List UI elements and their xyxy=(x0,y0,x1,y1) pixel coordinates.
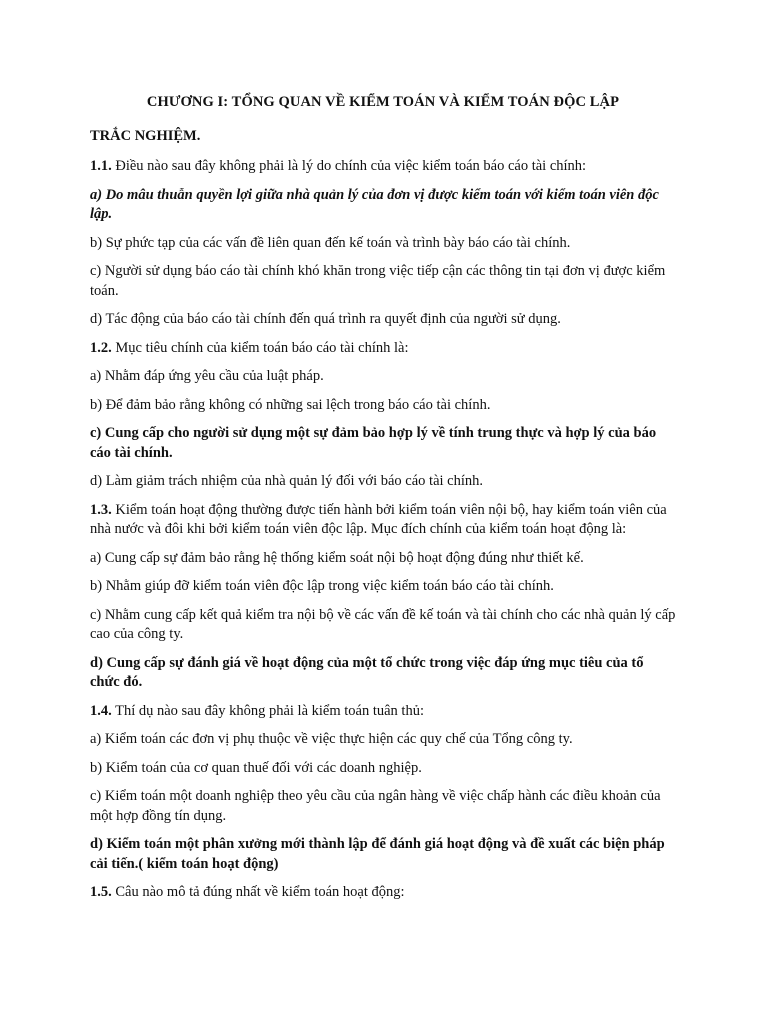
question-number: 1.5. xyxy=(90,884,112,900)
q1-answer-a: a) Do mâu thuẫn quyền lợi giữa nhà quản lý của đơn vị được kiểm toán với kiểm toán viên độc lập. xyxy=(90,186,659,222)
q4-answer-c: c) Kiểm toán một doanh nghiệp theo yêu cầu của ngân hàng về việc chấp hành các điều khoản của một hợp đồng tín dụng. xyxy=(90,788,661,824)
q2-answer-b: b) Để đảm bảo rằng không có những sai lệch trong báo cáo tài chính. xyxy=(90,396,491,413)
question-4 xyxy=(90,702,676,722)
question-5 xyxy=(90,883,676,903)
q2-answer-d: d) Làm giảm trách nhiệm của nhà quản lý đối với báo cáo tài chính. xyxy=(90,473,484,489)
question-number: 1.2. xyxy=(90,339,112,356)
q2-answer-c: c) Cung cấp cho người sử dụng một sự đảm bảo hợp lý về tính trung thực và hợp lý của báo cáo tài chính. xyxy=(90,425,657,461)
q3-answer-c: c) Nhằm cung cấp kết quả kiểm tra nội bộ về các vấn đề kế toán và tài chính cho các nhà quản lý cấp cao của công ty. xyxy=(90,606,676,642)
q4-answer-d: d) Kiểm toán một phân xưởng mới thành lập để đánh giá hoạt động và đề xuất các biện pháp cải tiến.( kiểm toán hoạt động) xyxy=(90,836,665,872)
q3-answer-a: a) Cung cấp sự đảm bảo rằng hệ thống kiểm soát nội bộ hoạt động đúng như thiết kế. xyxy=(90,549,584,566)
q1-answer-b: b) Sự phức tạp của các vấn đề liên quan đến kế toán và trình bày báo cáo tài chính. xyxy=(90,234,571,251)
q1-answer-d: d) Tác động của báo cáo tài chính đến quá trình ra quyết định của người sử dụng. xyxy=(90,311,561,327)
question-2 xyxy=(90,339,676,359)
question-text: Câu nào mô tả đúng nhất về kiểm toán hoạt động: xyxy=(111,884,405,900)
question-text: Thí dụ nào sau đây không phải là kiểm toán tuân thủ: xyxy=(111,702,424,719)
chapter-title: CHƯƠNG I: TỔNG QUAN VỀ KIỂM TOÁN VÀ KIỂM TOÁN ĐỘC LẬP xyxy=(146,94,620,110)
question-number: 1.4. xyxy=(90,702,112,719)
section-heading: TRẮC NGHIỆM. xyxy=(90,128,201,144)
question-text: Điều nào sau đây không phải là lý do chính của việc kiểm toán báo cáo tài chính: xyxy=(111,158,587,174)
q3-answer-b: b) Nhằm giúp đỡ kiểm toán viên độc lập trong việc kiểm toán báo cáo tài chính. xyxy=(90,578,554,594)
question-1 xyxy=(90,157,676,177)
question-text: Mục tiêu chính của kiểm toán báo cáo tài chính là: xyxy=(111,339,409,356)
q2-answer-a: a) Nhằm đáp ứng yêu cầu của luật pháp. xyxy=(90,368,324,384)
question-number: 1.3. xyxy=(90,501,112,518)
question-text: Kiểm toán hoạt động thường được tiến hành bởi kiểm toán viên nội bộ, hay kiểm toán viên của nhà nước và đôi khi bởi kiểm toán viên độc lập. Mục đích chính của kiểm toán hoạt động là: xyxy=(90,501,667,537)
q3-answer-d: d) Cung cấp sự đánh giá về hoạt động của một tổ chức trong việc đáp ứng mục tiêu của tổ chức đó. xyxy=(90,654,644,690)
q1-answer-c: c) Người sử dụng báo cáo tài chính khó khăn trong việc tiếp cận các thông tin tại đơn vị được kiểm toán. xyxy=(90,263,666,299)
q4-answer-a: a) Kiểm toán các đơn vị phụ thuộc về việc thực hiện các quy chế của Tổng công ty. xyxy=(90,731,573,747)
question-3 xyxy=(90,501,676,540)
q4-answer-b: b) Kiểm toán của cơ quan thuế đối với các doanh nghiệp. xyxy=(90,759,422,776)
question-number: 1.1. xyxy=(90,158,112,174)
